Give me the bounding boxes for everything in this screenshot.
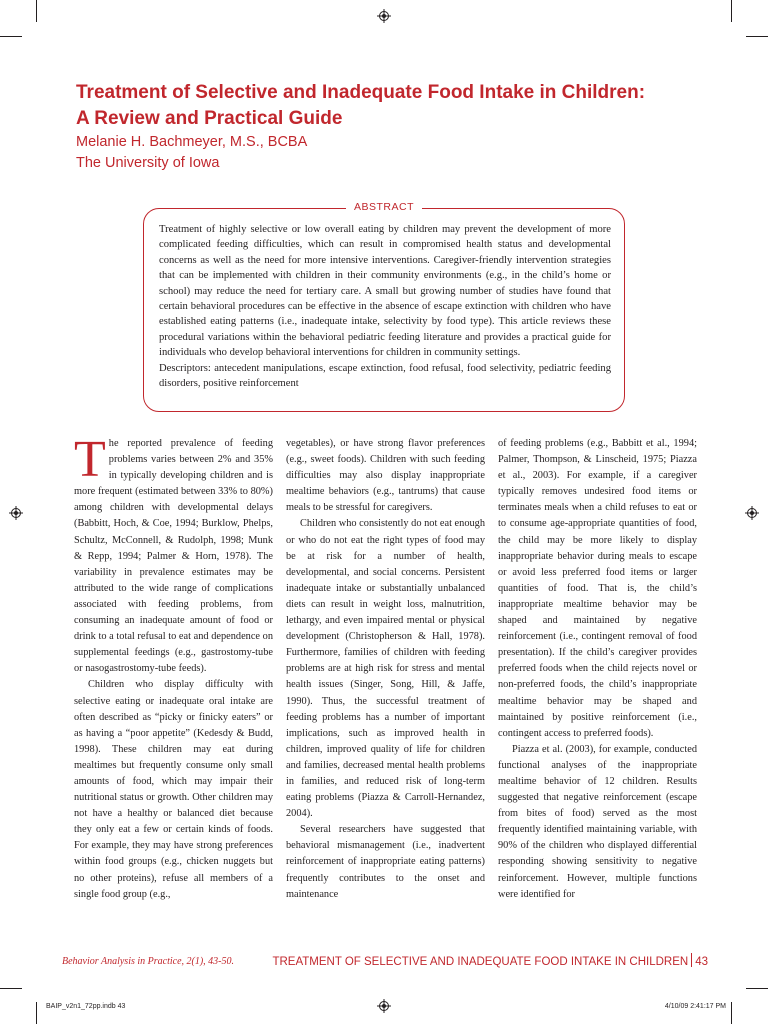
crop-mark	[746, 988, 768, 989]
body-paragraph: of feeding problems (e.g., Babbitt et al., 1994; Palmer, Thompson, & Linscheid, 1975; Piazza et al., 2003). For example, if a caregiver typically removes undesired food items or terminates meals when a child refuses to eat or to consume age-appropriate quantities of food, the child may be more likely to display inappropriate behavior during meals to escape or avoid less preferred food items or larger quantities of food. That is, the child’s inappropriate mealtime behavior may be shaped and maintained by negative reinforcement (i.e., contingent removal of food presentation). If the child’s caregiver provides preferred foods when the child rejects novel or non-preferred foods, the child’s inappropriate mealtime behavior may be shaped and maintained by positive reinforcement (i.e., contingent access to preferred foods).	[498, 438, 697, 739]
author-name: Melanie H. Bachmeyer, M.S., BCBA	[76, 134, 308, 150]
registration-mark-icon	[745, 506, 759, 520]
footer-divider	[691, 953, 692, 967]
slug-filename: BAIP_v2n1_72pp.indb 43	[46, 1003, 126, 1010]
crop-mark	[36, 1002, 37, 1024]
crop-mark	[36, 0, 37, 22]
body-column-1	[74, 436, 273, 936]
crop-mark	[746, 36, 768, 37]
body-column-2	[286, 436, 485, 936]
title-block	[76, 80, 716, 174]
abstract-box	[143, 201, 625, 412]
abstract-descriptors: Descriptors: antecedent manipulations, escape extinction, food refusal, food selectivity, pediatric feeding disorders, positive reinforcement	[159, 362, 611, 390]
running-footer	[272, 953, 708, 968]
abstract-label: ABSTRACT	[346, 201, 422, 213]
body-paragraph: Children who consistently do not eat enough or who do not eat the right types of food may be at risk for a number of health, developmental, and social concerns. Persistent inadequate intake or substantially unbalanced diets can result in weight loss, malnutrition, lethargy, and even impaired mental or physical development (Christopherson & Hall, 1978). Furthermore, families of children with feeding problems are at high risk for stress and mental health issues (Singer, Song, Hill, & Jaffe, 1990). Thus, the successful treatment of feeding problems has a number of important implications, such as improved health in children, improved quality of life for children and families, decreased mental health problems in families, and reduced risk of long-term eating problems (Piazza & Carroll-Hernandez, 2004).	[286, 518, 485, 820]
abstract-text: Treatment of highly selective or low overall eating by children may prevent the development of more complicated feeding difficulties, which can result in compromised health status and developmental concerns as well as the need for more intensive interventions. Caregiver-friendly intervention strategies that can be implemented with children in their community environments (e.g., in the child’s home or school) may reduce the need for tertiary care. A small but growing number of studies have found that certain behavioral procedures can be effective in the absence of escape extinction with children who have established eating patterns (i.e., inadequate intake, selectivity by food type). This article reviews these procedural variations within the behavioral pediatric feeding literature and provides a practical guide for individuals who develop behavioral interventions for children in community settings.	[159, 224, 611, 359]
body-paragraph	[74, 436, 273, 677]
body-paragraph: Piazza et al. (2003), for example, conducted functional analyses of the inappropriate mealtime behavior of 12 children. Results suggested that negative reinforcement (escape from bites of food) served as the most frequently identified maintaining variable, with 90% of the children who displayed differential responding showing sensitivity to negative reinforcement. However, multiple functions were identified for	[498, 743, 697, 900]
article-title-line-2: A Review and Practical Guide	[76, 108, 343, 129]
body-paragraph: Children who display difficulty with selective eating or inadequate oral intake are often described as “picky or finicky eaters” or as having a “poor appetite” (Kedesdy & Budd, 1998). These children may eat during mealtimes but frequently consume only small amounts of food, which may impair their nutritional status or growth. Other children may not have a healthy or balanced diet because they only eat a few or certain kinds of foods. For example, they may have strong preferences within food groups (e.g., chicken nuggets but no other proteins), refuse all members of a single food group (e.g.,	[74, 679, 273, 900]
body-paragraph: Several researchers have suggested that behavioral mismanagement (i.e., inadvertent reinforcement of inappropriate eating patterns) frequently contributes to the onset and maintenance	[286, 824, 485, 900]
crop-mark	[0, 36, 22, 37]
author-affiliation: The University of Iowa	[76, 155, 220, 171]
drop-cap: T	[74, 436, 106, 488]
paragraph-text: he reported prevalence of feeding problems varies between 2% and 35% in typically developing children and is more frequent (estimated between 33% to 80%) among children with developmental delays (Babbitt, Hoch, & Coe, 1994; Burklow, Phelps, Schultz, McConnell, & Rudolph, 1998; Munk & Repp, 1994; Palmer & Horn, 1978). The variability in prevalence estimates may be attributed to the wide range of complications associated with feeding problems, from consuming an inadequate amount of food or drink to a total refusal to eat and dependence on supplemental feedings (e.g., gastrostomy-tube or nasogastrostomy-tube feeds).	[74, 438, 273, 675]
registration-mark-icon	[377, 999, 391, 1013]
crop-mark	[0, 988, 22, 989]
article-title-line-1: Treatment of Selective and Inadequate Food Intake in Children:	[76, 82, 646, 103]
crop-mark	[731, 1002, 732, 1024]
slug-timestamp: 4/10/09 2:41:17 PM	[664, 1003, 726, 1010]
body-columns	[74, 436, 696, 936]
crop-mark	[731, 0, 732, 22]
body-column-3	[498, 436, 697, 936]
running-title: TREATMENT OF SELECTIVE AND INADEQUATE FOOD INTAKE IN CHILDREN	[272, 956, 689, 968]
body-paragraph: vegetables), or have strong flavor preferences (e.g., sweet foods). Children with such feeding difficulties may also display inappropriate mealtime behaviors (e.g., tantrums) that cause meals to be stressful for caregivers.	[286, 438, 485, 514]
journal-citation: Behavior Analysis in Practice, 2(1), 43-50.	[62, 956, 235, 967]
registration-mark-icon	[377, 9, 391, 23]
registration-mark-icon	[9, 506, 23, 520]
page-number: 43	[695, 956, 708, 968]
